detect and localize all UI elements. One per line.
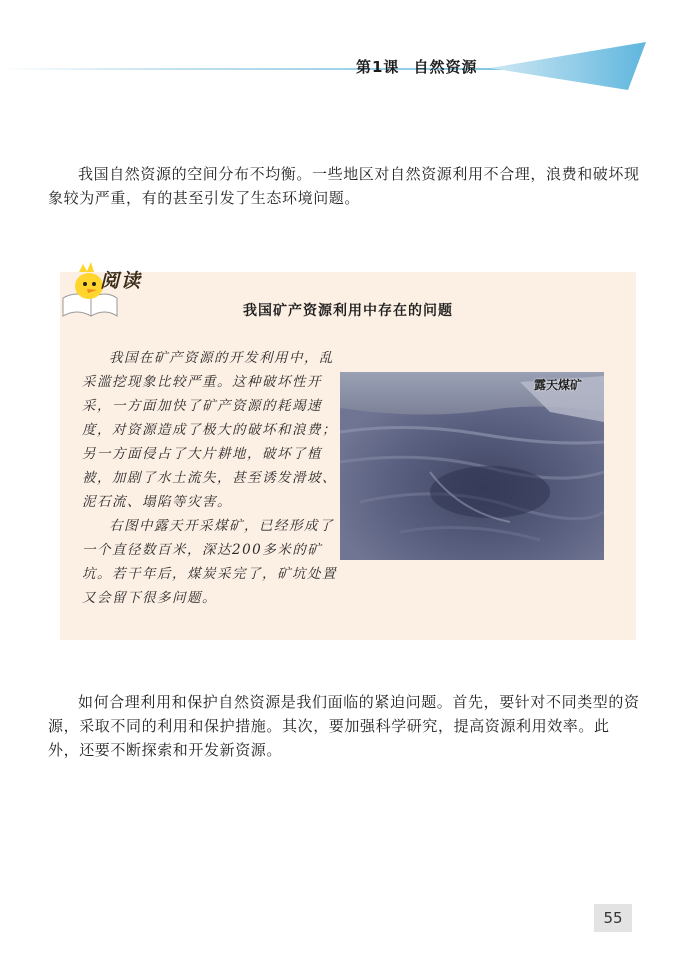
reading-paragraph-1: 我国在矿产资源的开发利用中，乱采滥挖现象比较严重。这种破坏性开采，一方面加快了矿产资源的耗竭速度，对资源造成了极大的破坏和浪费；另一方面侵占了大片耕地，破坏了植被，加剧了水土流失，甚至诱发滑坡、泥石流、塌陷等灾害。 bbox=[82, 350, 337, 510]
header-wedge-decoration bbox=[490, 38, 646, 90]
reading-title: 我国矿产资源利用中存在的问题 bbox=[243, 303, 453, 319]
lesson-heading bbox=[356, 56, 477, 80]
reading-paragraph-2: 右图中露天开采煤矿，已经形成了一个直径数百米，深达200多米的矿坑。若干年后，煤炭采完了，矿坑处置又会留下很多问题。 bbox=[82, 518, 337, 606]
paragraph-intro: 我国自然资源的空间分布不均衡。一些地区对自然资源利用不合理，浪费和破坏现象较为严重，有的甚至引发了生态环境问题。 bbox=[48, 165, 640, 207]
photo-caption: 露天煤矿 bbox=[534, 378, 583, 392]
page-number: 55 bbox=[594, 904, 632, 932]
lesson-title: 自然资源 bbox=[413, 58, 478, 76]
open-pit-mine-photo bbox=[340, 372, 604, 560]
lesson-number: 第1课 bbox=[356, 58, 400, 76]
reading-label: 阅读 bbox=[100, 270, 143, 292]
paragraph-conclusion: 如何合理利用和保护自然资源是我们面临的紧迫问题。首先，要针对不同类型的资源，采取不同的利用和保护措施。其次，要加强科学研究，提高资源利用效率。此外，还要不断探索和开发新资源。 bbox=[48, 693, 640, 759]
